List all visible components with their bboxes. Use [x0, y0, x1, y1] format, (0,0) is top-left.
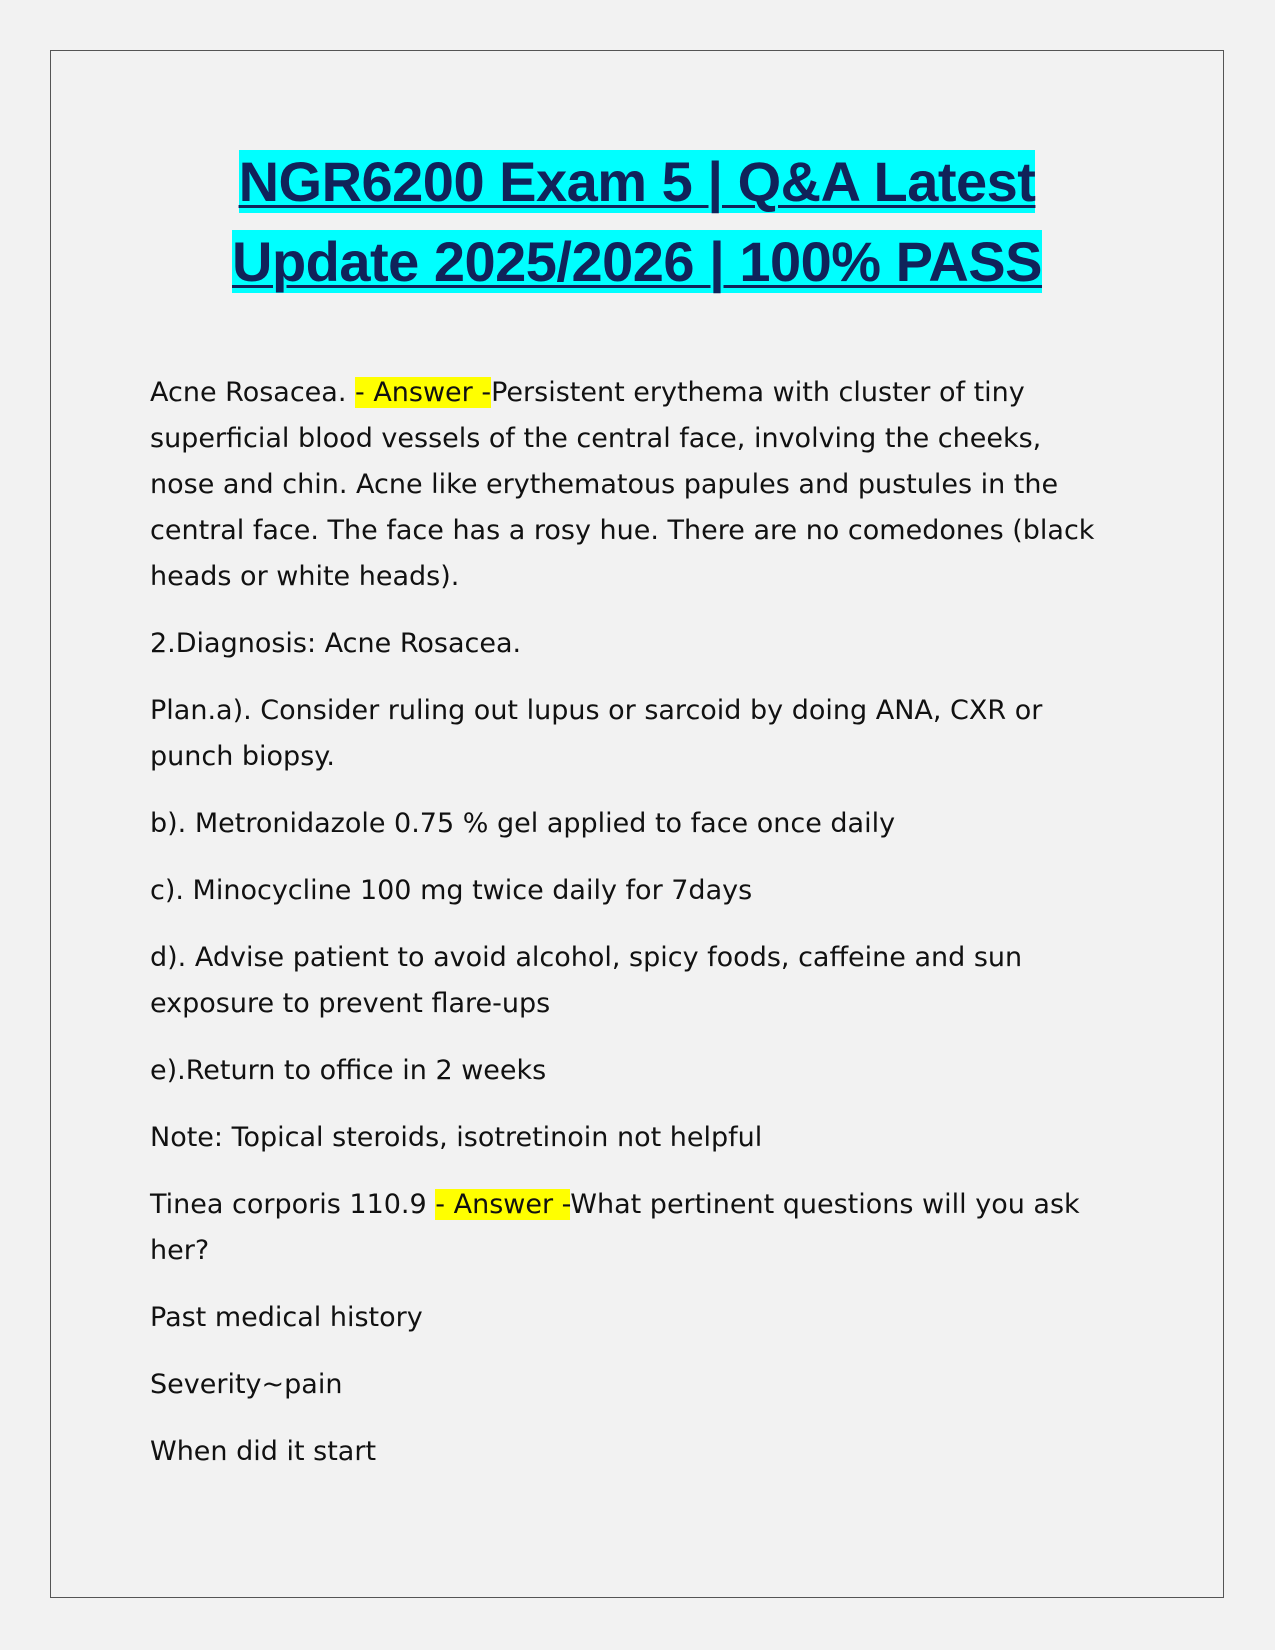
paragraph: b). Metronidazole 0.75 % gel applied to face once daily — [150, 808, 896, 839]
paragraph: 2.Diagnosis: Acne Rosacea. — [150, 628, 522, 659]
paragraph: e).Return to office in 2 weeks — [150, 1055, 547, 1086]
paragraph: Plan.a). Consider ruling out lupus or sarcoid by doing ANA, CXR or punch biopsy. — [150, 695, 1043, 772]
answer-marker: - Answer - — [355, 377, 492, 408]
answer-text: What pertinent questions will you ask her? — [150, 1189, 1080, 1266]
paragraph: Past medical history — [150, 1302, 423, 1333]
document-title — [50, 142, 1224, 302]
question-text: Acne Rosacea. — [150, 377, 355, 408]
title-line-1: NGR6200 Exam 5 | Q&A Latest — [238, 150, 1036, 213]
answer-marker: - Answer - — [435, 1189, 571, 1220]
title-line-2: Update 2025/2026 | 100% PASS — [232, 230, 1042, 293]
qa-item-tinea-corporis — [150, 1182, 1110, 1274]
paragraph: d). Advise patient to avoid alcohol, spicy foods, caffeine and sun exposure to prevent flare-ups — [150, 942, 1023, 1019]
paragraph: c). Minocycline 100 mg twice daily for 7days — [150, 875, 753, 906]
paragraph: Severity~pain — [150, 1369, 343, 1400]
qa-item-acne-rosacea — [150, 370, 1110, 600]
answer-text: Persistent erythema with cluster of tiny superficial blood vessels of the central face, involving the cheeks, nose and chin. Acne like erythematous papules and pustules in the central face. The face has a rosy hue. There are no comedones (black heads or white heads). — [150, 377, 1095, 592]
paragraph: Note: Topical steroids, isotretinoin not helpful — [150, 1122, 763, 1153]
document-body — [150, 370, 1110, 1496]
paragraph: When did it start — [150, 1436, 377, 1467]
question-text: Tinea corporis 110.9 — [150, 1189, 436, 1220]
